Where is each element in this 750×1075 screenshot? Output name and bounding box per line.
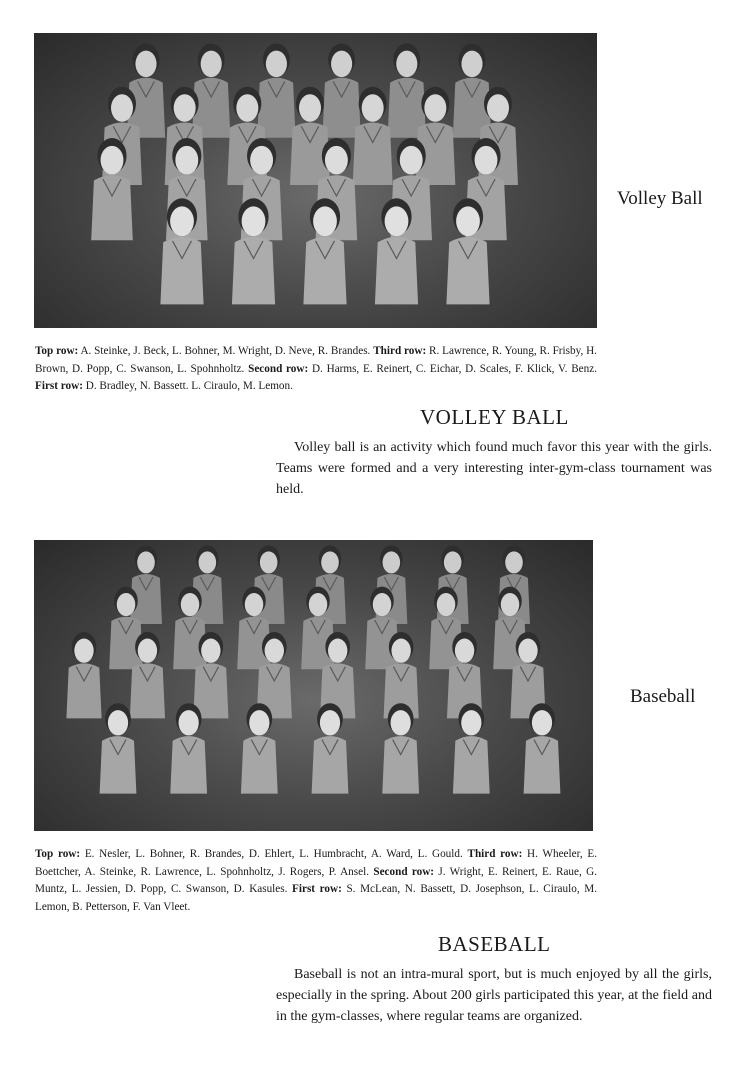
team-member-figure [257,43,295,137]
caption-row-names: S. McLean, N. Bassett, D. Josephson, L. Ciraulo, M. Lemon, B. Petterson, F. Van Vleet. [35,883,597,913]
caption-row-label: Top row: [35,848,81,860]
caption-row-names: A. Steinke, J. Beck, L. Bohner, M. Wright, D. Neve, R. Brandes. [78,345,374,357]
volleyball-caption [35,343,597,396]
volleyball-heading: VOLLEY BALL [420,405,569,429]
team-member-figure [130,545,162,624]
caption-row-names: D. Bradley, N. Bassett. L. Ciraulo, M. Lemon. [82,380,293,392]
volleyball-team-photo [34,33,597,328]
caption-row-label: Second row: [373,865,435,878]
caption-row-label: First row: [292,883,342,895]
team-member-figure [66,632,101,718]
volleyball-paragraph: Volley ball is an activity which found much favor this year with the girls. Teams were formed and a very interesting inter-gym-class tournament was held. [276,440,712,497]
caption-row-label: Second row: [248,362,309,375]
team-member-figure [290,87,330,185]
caption-row-names: D. Harms, E. Reinert, C. Eichar, D. Scales, F. Klick, V. Benz. [308,362,598,375]
volleyball-side-label: Volley Ball [617,188,703,209]
caption-row-names: R. Lawrence, R. Young, R. Frisby, H. Brown, D. Popp, C. Swanson, L. Spohnholtz. [35,345,597,375]
volleyball-team-photo-figures [34,33,597,328]
baseball-team-photo [34,540,593,831]
caption-row-names: J. Wright, E. Reinert, E. Raue, G. Muntz, L. Jessien, D. Popp, C. Swanson, D. Kasules. [35,865,597,895]
team-member-figure [192,43,230,137]
caption-row-label: First row: [35,380,83,392]
baseball-heading: BASEBALL [438,932,551,956]
caption-row-label: Third row: [467,848,523,860]
baseball-team-photo-figures [34,540,593,831]
baseball-caption [35,846,597,916]
baseball-paragraph: Baseball is not an intra-mural sport, but is much enjoyed by all the girls, especially in the spring. About 200 girls participated this year, at the field and in the gym-classes, where regular teams are organized. [276,967,712,1024]
team-member-figure [322,43,360,137]
team-member-figure [453,43,491,137]
baseball-side-label: Baseball [630,686,696,707]
team-member-figure [127,43,165,137]
caption-row-label: Third row: [373,345,427,357]
caption-row-names: H. Wheeler, E. Boettcher, A. Steinke, R. Lawrence, L. Spohnholtz, J. Rogers, P. Ansel. [35,848,597,878]
team-member-figure [388,43,426,137]
caption-row-label: Top row: [35,345,79,357]
caption-row-names: E. Nesler, L. Bohner, R. Brandes, D. Ehlert, L. Humbracht, A. Ward, L. Gould. [80,848,468,860]
